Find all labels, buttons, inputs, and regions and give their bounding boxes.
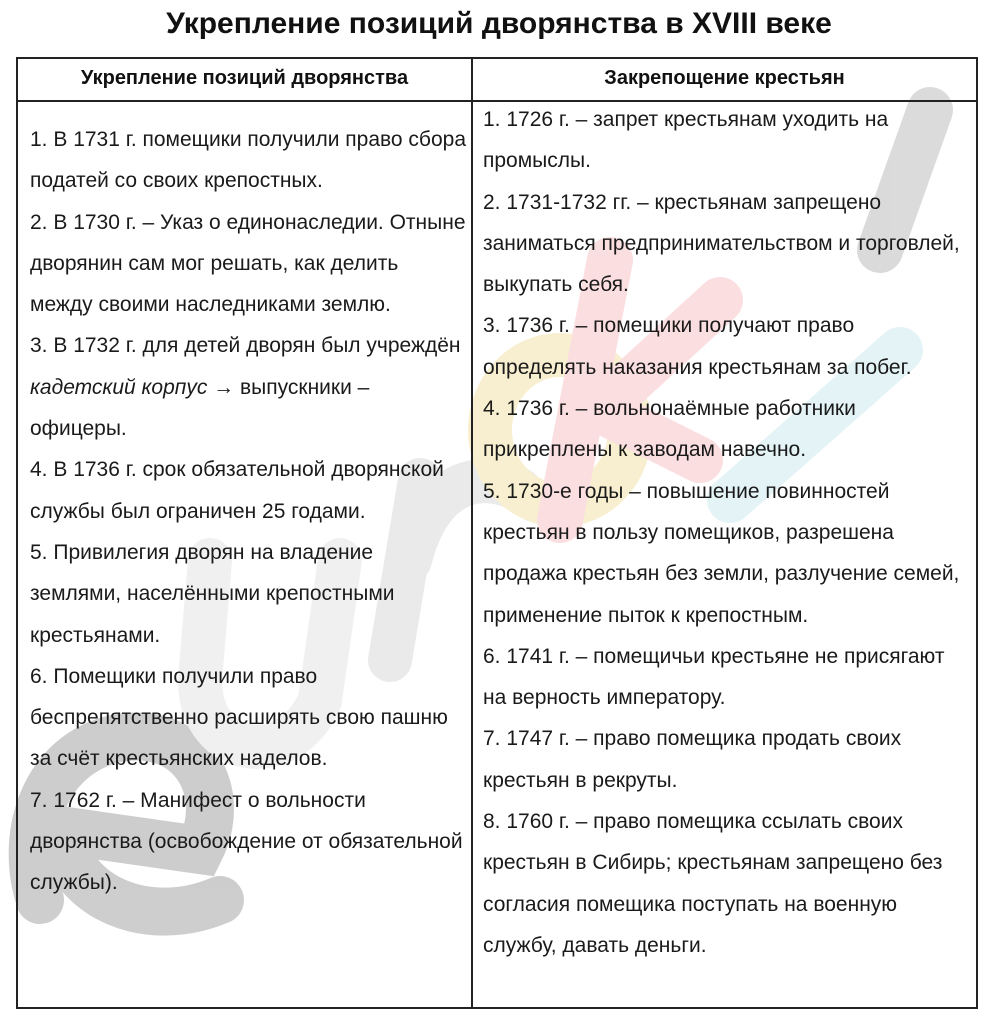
peasants-item: 7. 1747 г. – право помещика продать своих крестьян в рекруты.: [483, 727, 902, 792]
peasants-column: [483, 99, 973, 966]
nobility-item: 1. В 1731 г. помещики получили право сбора податей со своих крепостных.: [30, 128, 466, 193]
peasants-item: 4. 1736 г. – вольнонаёмные работники прикреплены к заводам навечно.: [483, 397, 856, 462]
peasants-item: 2. 1731-1732 гг. – крестьянам запрещено заниматься предпринимательством и торговлей, выкупать себя.: [483, 190, 960, 297]
italic-term: кадетский корпус: [30, 375, 208, 399]
column-divider: [471, 59, 473, 1007]
item-text: 3. В 1732 г. для детей дворян был учреждён: [30, 334, 461, 358]
comparison-table: [16, 57, 978, 1009]
nobility-item: 4. В 1736 г. срок обязательной дворянской службы был ограничен 25 годами.: [30, 458, 444, 523]
peasants-item: 6. 1741 г. – помещичьи крестьяне не присягают на верность императору.: [483, 644, 945, 710]
item-text: → выпускники – офицеры.: [30, 375, 370, 441]
nobility-column: [30, 119, 466, 904]
peasants-item: 1. 1726 г. – запрет крестьянам уходить на промыслы.: [483, 108, 889, 173]
peasants-item: 5. 1730-е годы – повышение повинностей крестьян в пользу помещиков, разрешена продажа крестьян без земли, разлучение семей, применение пыток к крепостным.: [483, 479, 960, 627]
nobility-item: 2. В 1730 г. – Указ о единонаследии. Отныне дворянин сам мог решать, как делить между своими наследниками землю.: [30, 210, 466, 317]
peasants-item: 3. 1736 г. – помещики получают право определять наказания крестьянам за побег.: [483, 314, 912, 379]
nobility-item: 7. 1762 г. – Манифест о вольности дворянства (освобождение от обязательной службы).: [30, 788, 463, 895]
header-peasants: Закрепощение крестьян: [604, 67, 845, 89]
header-nobility: Укрепление позиций дворянства: [80, 67, 409, 89]
nobility-item: 6. Помещики получили право беспрепятственно расширять свою пашню за счёт крестьянских наделов.: [30, 664, 448, 771]
peasants-item: 8. 1760 г. – право помещика ссылать своих крестьян в Сибирь; крестьянам запрещено без согласия помещика поступать на военную службу, давать деньги.: [483, 810, 943, 957]
page-title: Укрепление позиций дворянства в XVIII веке: [166, 7, 832, 40]
nobility-item: [30, 325, 466, 449]
nobility-item: 5. Привилегия дворян на владение землями, населёнными крепостными крестьянами.: [30, 540, 395, 647]
